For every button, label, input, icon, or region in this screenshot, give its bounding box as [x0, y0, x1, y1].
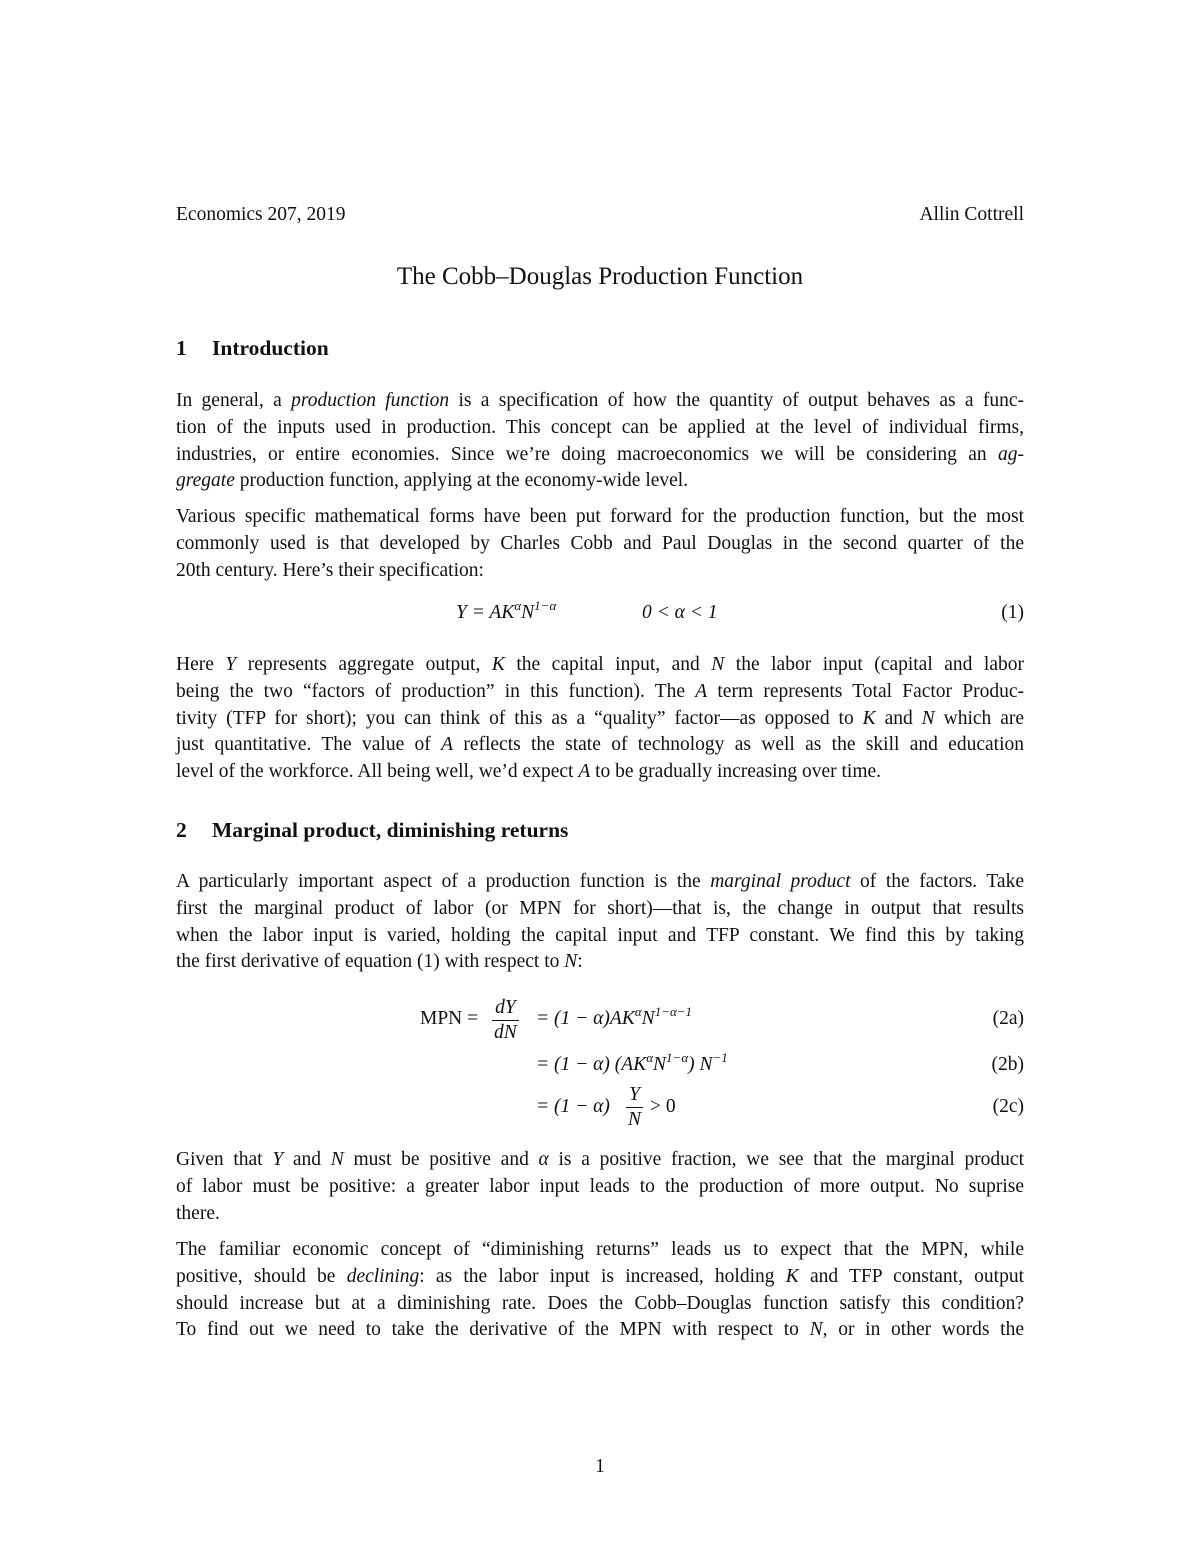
running-header — [176, 204, 1024, 230]
text-run: being the two “factors of production” in this function). The — [176, 680, 696, 702]
text-run: and — [875, 707, 922, 729]
paragraph-mpn-positive — [176, 1147, 1024, 1227]
text-run: Here — [176, 654, 226, 675]
section-number: 2 — [176, 818, 187, 842]
page-number: 1 — [595, 1456, 605, 1477]
text-run: To find out we need to take the derivative of the MPN with respect to — [176, 1319, 810, 1341]
text-run: , or in other words the — [822, 1319, 1025, 1341]
math-var: K — [491, 654, 505, 675]
equation-body — [536, 1050, 728, 1076]
math-text: ) N — [688, 1054, 713, 1075]
author-name: Allin Cottrell — [919, 204, 1024, 225]
text-line — [176, 949, 1024, 976]
equation-body: = (1 − α) — [536, 1096, 610, 1117]
inequality: > 0 — [650, 1096, 676, 1117]
fraction — [626, 1083, 643, 1132]
math-var: N — [330, 1149, 344, 1170]
math-var: N — [711, 654, 725, 675]
math-var: N — [564, 951, 578, 973]
text-line — [176, 732, 1024, 759]
math-text: = (1 − α) (AK — [536, 1054, 647, 1075]
text-run: represents aggregate output, — [236, 654, 492, 675]
section-heading-introduction — [176, 336, 329, 361]
text-line — [176, 442, 1024, 469]
text-line — [176, 706, 1024, 733]
text-run: to be gradually increasing over time. — [590, 761, 882, 783]
text-run: tivity (TFP for short); you can think of this as a “quality” factor—as opposed to — [176, 707, 863, 729]
text-run: A particularly important aspect of a production function is the — [176, 871, 711, 892]
math-var: K — [785, 1265, 799, 1287]
exponent: −1 — [712, 1050, 728, 1065]
text-run: industries, or entire economies. Since we’re doing macroeconomics we will be considering an — [176, 443, 998, 465]
text-run: production function, applying at the economy-wide level. — [234, 470, 689, 492]
text-run: is a specification of how the quantity of output behaves as a func- — [449, 390, 1024, 411]
math-text: N — [653, 1054, 667, 1075]
text-run: and TFP constant, output — [798, 1265, 1024, 1287]
text-line — [176, 1147, 1024, 1174]
paragraph-cobb-douglas-origin — [176, 504, 1024, 584]
section-title: Introduction — [212, 336, 329, 360]
equation-number: (2a) — [992, 1008, 1024, 1029]
exponent: 1−α — [666, 1050, 689, 1065]
text-line: 20th century. Here’s their specification: — [176, 559, 484, 581]
text-line: commonly used is that developed by Charles Cobb and Paul Douglas in the second quarter of the — [176, 532, 1024, 554]
text-line — [176, 759, 1024, 786]
fraction — [492, 996, 519, 1045]
mpn-label: MPN = — [420, 1008, 479, 1029]
math-var: Y — [272, 1149, 284, 1170]
text-run: is a positive fraction, we see that the marginal product — [548, 1149, 1025, 1170]
math-var: N — [921, 707, 935, 729]
text-line: tion of the inputs used in production. This concept can be applied at the level of individual firms, — [176, 416, 1024, 438]
text-line: there. — [176, 1202, 220, 1224]
denominator: dN — [494, 1022, 517, 1043]
text-line: when the labor input is varied, holding the capital input and TFP constant. We find this by taking — [176, 924, 1024, 946]
text-line: Various specific mathematical forms have been put forward for the production function, but the most — [176, 506, 1024, 527]
text-run: the capital input, and — [504, 654, 712, 675]
text-line — [176, 652, 1024, 679]
fraction-dY-dN — [488, 996, 523, 1045]
document-title: The Cobb–Douglas Production Function — [396, 263, 804, 290]
equation-number: (2b) — [991, 1054, 1024, 1075]
text-line: first the marginal product of labor (or MPN for short)—that is, the change in output that results — [176, 897, 1024, 919]
text-line — [176, 869, 1024, 896]
text-line — [176, 679, 1024, 706]
emphasis: gregate — [176, 470, 235, 492]
denominator: N — [628, 1109, 642, 1130]
equation-2c — [176, 1080, 1024, 1136]
paragraph-marginal-product — [176, 869, 1024, 976]
text-run: the labor input (capital and labor — [724, 654, 1024, 675]
math-var: N — [809, 1319, 823, 1341]
text-line: should increase but at a diminishing rate. Does the Cobb–Douglas function satisfy this condition? — [176, 1292, 1024, 1314]
text-line — [176, 388, 1024, 415]
emphasis: ag- — [998, 443, 1024, 465]
emphasis: declining — [346, 1265, 420, 1287]
text-run: of the factors. Take — [850, 871, 1024, 892]
text-run: reflects the state of technology as well as the skill and education — [453, 734, 1024, 756]
exponent: α — [634, 1004, 642, 1019]
text-run: level of the workforce. All being well, we’d expect — [176, 761, 579, 783]
equation-body — [536, 1004, 693, 1030]
text-run: positive, should be — [176, 1265, 347, 1287]
math-var: Y — [225, 654, 237, 675]
math-var: α — [538, 1149, 549, 1170]
text-run: just quantitative. The value of — [176, 734, 442, 756]
text-run: which are — [934, 707, 1024, 729]
math-var: K — [862, 707, 876, 729]
section-heading-marginal-product — [176, 818, 568, 843]
exponent: 1−α — [534, 598, 557, 613]
math-text: Y = AK — [456, 602, 515, 623]
text-line — [176, 468, 1024, 495]
math-var: A — [578, 761, 591, 783]
text-line: The familiar economic concept of “diminishing returns” leads us to expect that the MPN, while — [176, 1239, 1024, 1260]
equation-body — [456, 598, 557, 624]
text-run: : as the labor input is increased, holding — [419, 1265, 786, 1287]
text-line — [176, 1317, 1024, 1344]
course-label: Economics 207, 2019 — [176, 204, 346, 225]
paragraph-diminishing-returns — [176, 1237, 1024, 1344]
exponent: α — [646, 1050, 654, 1065]
numerator: dY — [492, 996, 519, 1021]
math-text: = (1 − α)AK — [536, 1008, 635, 1029]
text-line: of labor must be positive: a greater labor input leads to the production of more output. No suprise — [176, 1175, 1024, 1197]
equation-condition: 0 < α < 1 — [642, 602, 718, 623]
section-number: 1 — [176, 336, 187, 360]
equation-number: (2c) — [992, 1096, 1024, 1117]
emphasis: production function — [291, 390, 450, 411]
equation-1 — [176, 598, 1024, 642]
text-run: In general, a — [176, 390, 292, 411]
equation-2a — [176, 998, 1024, 1054]
fraction-Y-N — [622, 1083, 647, 1132]
section-title: Marginal product, diminishing returns — [212, 818, 569, 842]
text-run: the first derivative of equation (1) with respect to — [176, 951, 565, 973]
text-line — [176, 1264, 1024, 1291]
text-run: : — [577, 951, 583, 973]
emphasis: marginal product — [710, 871, 851, 892]
paragraph-intro-definition — [176, 388, 1024, 495]
exponent: 1−α−1 — [654, 1004, 693, 1019]
text-run: and — [283, 1149, 331, 1170]
equation-number: (1) — [1001, 602, 1024, 623]
math-var: A — [695, 680, 708, 702]
math-text: N — [641, 1008, 655, 1029]
text-run: term represents Total Factor Produc- — [707, 680, 1024, 702]
paragraph-variable-definitions — [176, 652, 1024, 786]
numerator: Y — [626, 1083, 643, 1108]
math-var: A — [441, 734, 454, 756]
text-run: must be positive and — [343, 1149, 539, 1170]
text-run: Given that — [176, 1149, 273, 1170]
math-text: N — [521, 602, 535, 623]
exponent: α — [514, 598, 522, 613]
